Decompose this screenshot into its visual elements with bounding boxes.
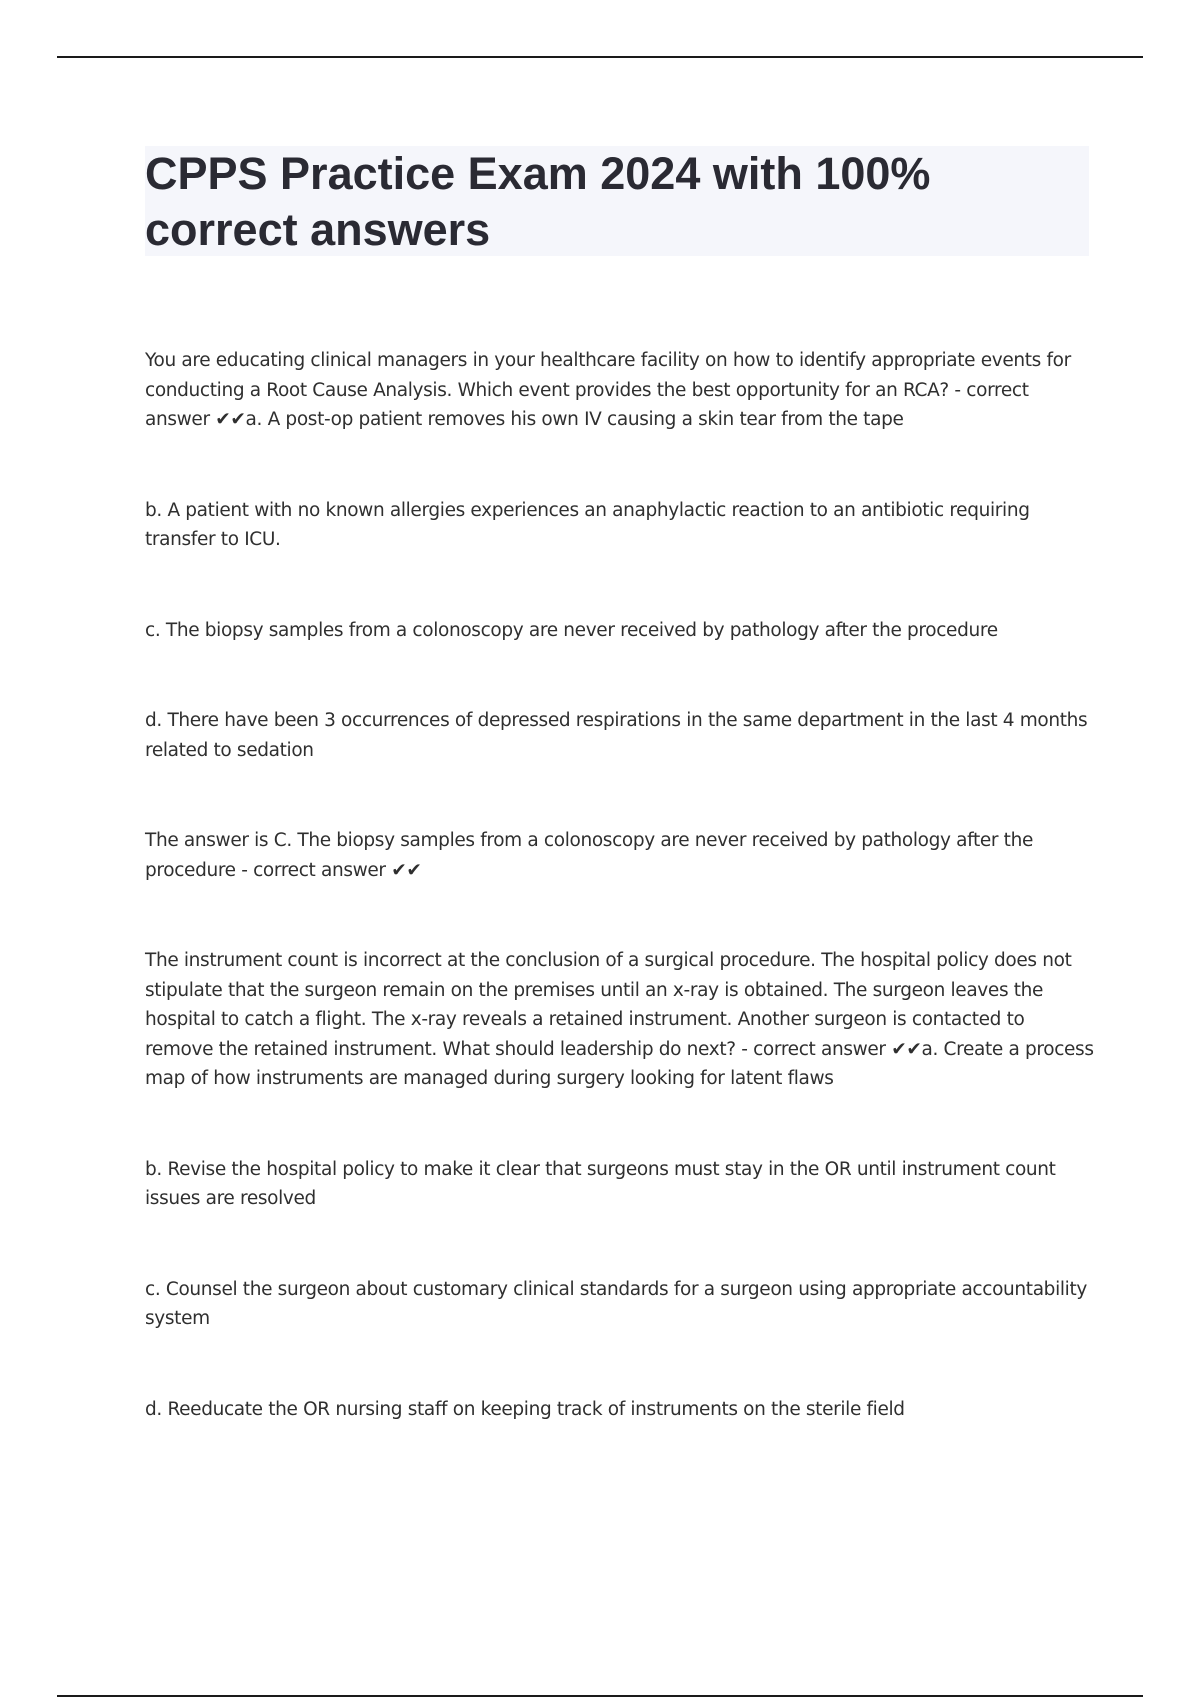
question-1-answer: The answer is C. The biopsy samples from a colonoscopy are never received by pathology after the procedure - correct answer ✔✔: [145, 830, 1033, 881]
page-title: CPPS Practice Exam 2024 with 100% correct answers: [145, 148, 931, 255]
question-1-option-c: c. The biopsy samples from a colonoscopy are never received by pathology after the procedure: [145, 619, 998, 641]
question-1-option-b: b. A patient with no known allergies experiences an anaphylactic reaction to an antibiotic requiring transfer to ICU.: [145, 499, 1030, 550]
question-2-option-c: c. Counsel the surgeon about customary clinical standards for a surgeon using appropriate accountability system: [145, 1278, 1087, 1329]
question-2-paragraph: The instrument count is incorrect at the conclusion of a surgical procedure. The hospital policy does not stipulate that the surgeon remain on the premises until an x-ray is obtained. The surgeon leaves the hospital to catch a flight. The x-ray reveals a retained instrument. Another surgeon is contacted to remove the retained instrument. What should leadership do next? - correct answer ✔✔a. Create a process map of how instruments are managed during surgery looking for latent flaws: [145, 950, 1094, 1089]
question-1-option-d: d. There have been 3 occurrences of depressed respirations in the same department in the last 4 months related to sedation: [145, 710, 1088, 761]
header-rule: [57, 56, 1143, 58]
title-block: [145, 146, 1089, 256]
footer-rule: [57, 1695, 1143, 1697]
question-2-option-d: d. Reeducate the OR nursing staff on keeping track of instruments on the sterile field: [145, 1398, 905, 1420]
question-1-paragraph: You are educating clinical managers in your healthcare facility on how to identify appropriate events for conducting a Root Cause Analysis. Which event provides the best opportunity for an RCA? - correct answer ✔✔a. A post-op patient removes his own IV causing a skin tear from the tape: [145, 350, 1071, 430]
question-2-option-b: b. Revise the hospital policy to make it clear that surgeons must stay in the OR until instrument count issues are resolved: [145, 1158, 1056, 1209]
document-body: [145, 346, 1095, 1424]
